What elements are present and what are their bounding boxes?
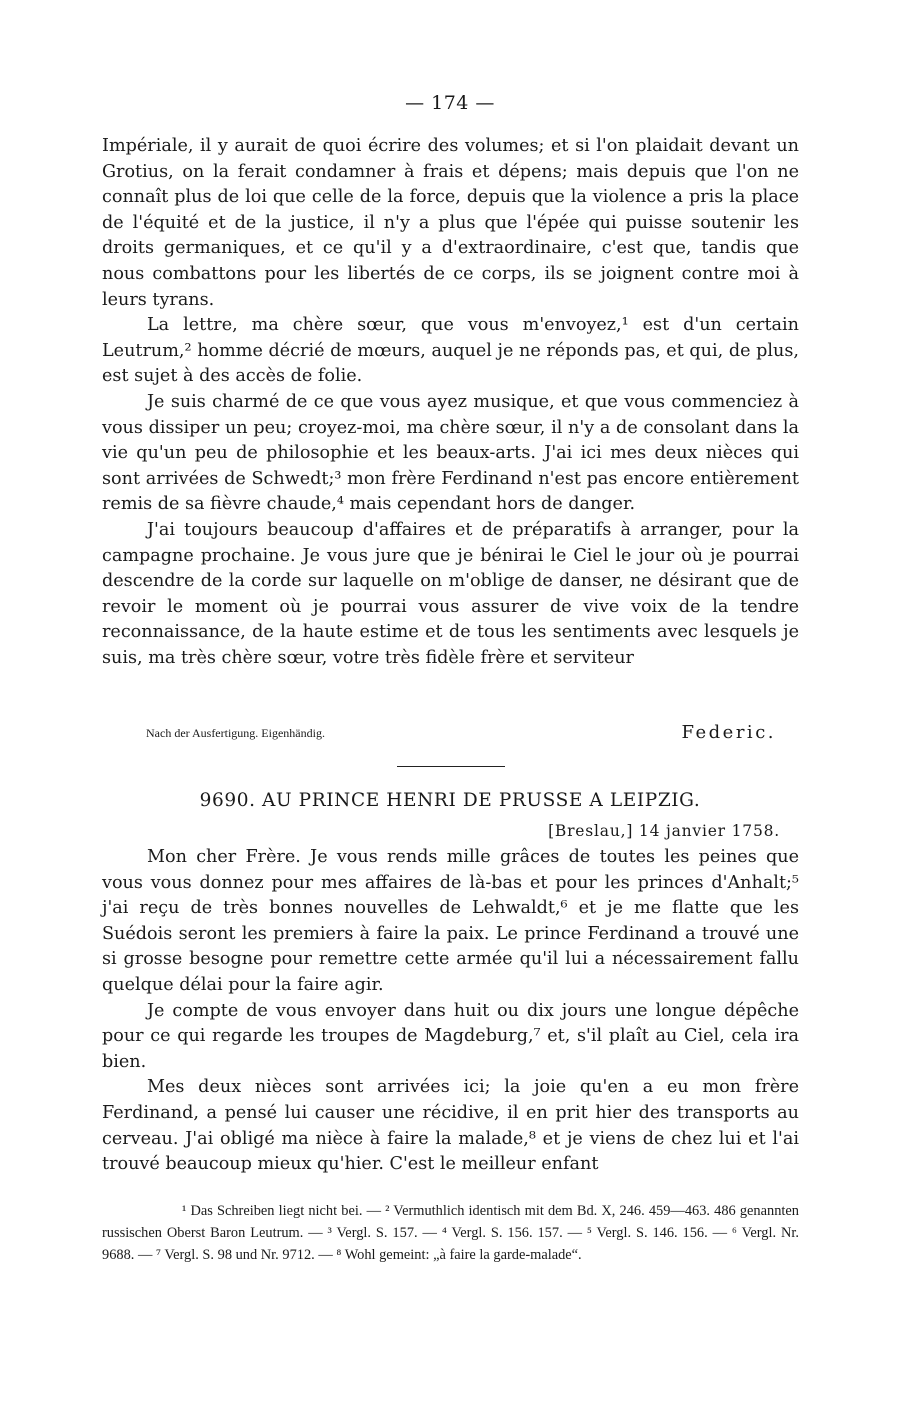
paragraph: La lettre, ma chère sœur, que vous m'envoyez,¹ est d'un certain Leutrum,² homme décrié de mœurs, auquel je ne réponds pas, et qui, de plus, est sujet à des accès de folie. — [102, 315, 799, 387]
section-divider — [397, 766, 505, 767]
page-number: — 174 — — [405, 92, 495, 114]
paragraph: J'ai toujours beaucoup d'affaires et de préparatifs à arranger, pour la campagne prochaine. Je vous jure que je bénirai le Ciel le jour où je pourrai descendre de la corde sur laquelle on m'oblige de danser, ne désirant que de revoir le moment où je pourrai vous assurer de vive voix de la tendre reconnaissance, de la haute estime et de tous les sentiments avec lesquels je suis, ma très chère sœur, votre très fidèle frère et serviteur — [102, 519, 799, 668]
letter-date: [Breslau,] 14 janvier 1758. — [548, 822, 780, 840]
paragraph: Mon cher Frère. Je vous rends mille grâces de toutes les peines que vous vous donnez pour mes affaires de là-bas et pour les princes d'Anhalt;⁵ j'ai reçu de très bonnes nouvelles de Lehwaldt,⁶ et je me flatte que les Suédois seront les premiers à faire la paix. Le prince Ferdinand a trouvé une si grosse besogne pour remettre cette armée qu'il lui a nécessairement fallu quelque délai pour la faire agir. — [102, 847, 799, 995]
source-note: Nach der Ausfertigung. Eigenhändig. — [146, 726, 325, 740]
letter-continuation — [102, 134, 799, 671]
signature: Federic. — [681, 722, 776, 743]
signature-row — [146, 722, 776, 746]
paragraph: Impériale, il y aurait de quoi écrire des volumes; et si l'on plaidait devant un Grotius, on la ferait condamner à frais et dépens; mais depuis que l'on ne connaît plus de loi que celle de la force, depuis que la violence a pris la place de l'équité et de la justice, il n'y a plus que l'épée qui puisse soutenir les droits germaniques, et ce qu'il y a d'extraordinaire, c'est que, tandis que nous combattons pour les libertés de ce corps, ils se joignent contre moi à leurs tyrans. — [102, 136, 799, 310]
letter-body — [102, 845, 799, 1178]
footnotes — [102, 1200, 799, 1266]
paragraph: Je suis charmé de ce que vous ayez musique, et que vous commenciez à vous dissiper un peu; croyez-moi, ma chère sœur, il n'y a de consolant dans la vie qu'un peu de philosophie et les beaux-arts. J'ai ici mes deux nièces qui sont arrivées de Schwedt;³ mon frère Ferdinand n'est pas encore entièrement remis de sa fièvre chaude,⁴ mais cependant hors de danger. — [102, 391, 799, 515]
letter-title: 9690. AU PRINCE HENRI DE PRUSSE A LEIPZIG. — [199, 790, 701, 811]
footnote-text: ¹ Das Schreiben liegt nicht bei. — ² Vermuthlich identisch mit dem Bd. X, 246. 459—463. 486 genannten russischen Oberst Baron Leutrum. — ³ Vergl. S. 157. — ⁴ Vergl. S. 156. 157. — ⁵ Vergl. S. 146. 156. — ⁶ Vergl. Nr. 9688. — ⁷ Vergl. S. 98 und Nr. 9712. — ⁸ Wohl gemeint: „à faire la garde-malade“. — [102, 1203, 799, 1263]
paragraph: Je compte de vous envoyer dans huit ou dix jours une longue dépêche pour ce qui regarde les troupes de Magdeburg,⁷ et, s'il plaît au Ciel, cela ira bien. — [102, 1000, 799, 1072]
paragraph: Mes deux nièces sont arrivées ici; la joie qu'en a eu mon frère Ferdinand, a pensé lui causer une récidive, il en prit hier des transports au cerveau. J'ai obligé ma nièce à faire la malade,⁸ et je viens de chez lui et l'ai trouvé beaucoup mieux qu'hier. C'est le meilleur enfant — [102, 1077, 799, 1175]
